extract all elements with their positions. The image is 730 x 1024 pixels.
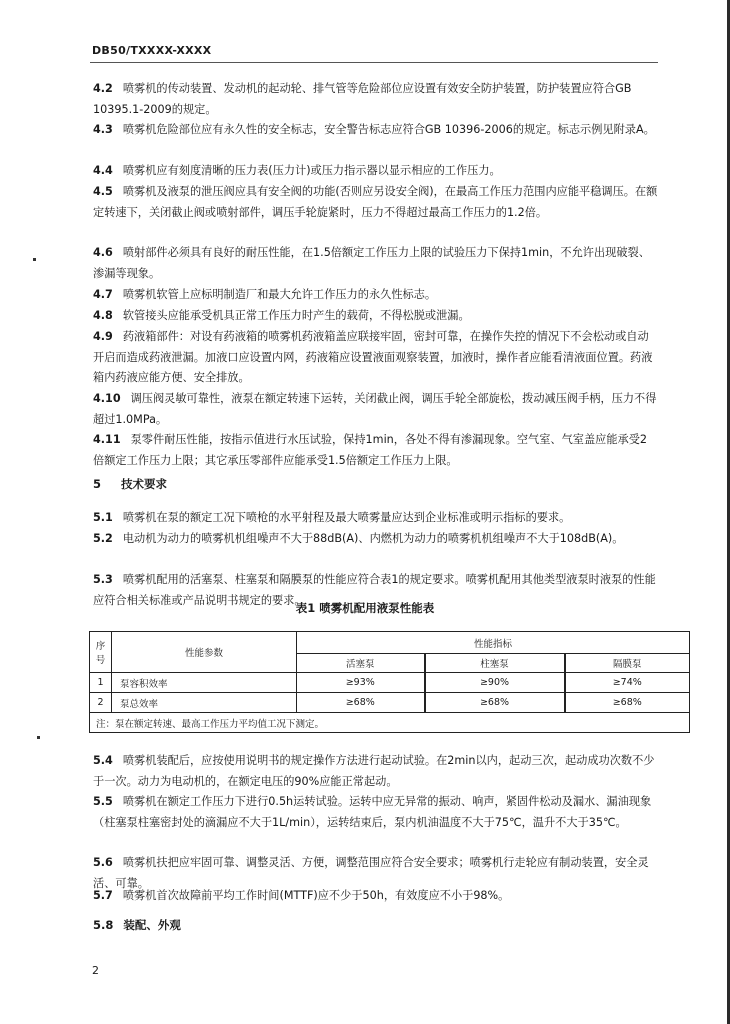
- table-header-group: 性能指标: [297, 632, 690, 654]
- table-header-no: 序号: [90, 632, 112, 673]
- clause-5-5: 5.5 喷雾机在额定工作压力下进行0.5h运转试验。运转中应无异常的振动、响声，紧固件松动及漏水、漏油现象（柱塞泵柱塞密封处的滴漏应不大于1L/min），运转结束后，泵内机油温度不大于75℃，温升不大于35℃。: [93, 795, 652, 829]
- clause-4-2: 4.2 喷雾机的传动装置、发动机的起动轮、排气管等危险部位应设置有效安全防护装置，防护装置应符合GB 10395.1-2009的规定。: [93, 82, 632, 116]
- document-code: DB50/TXXXX-XXXX: [92, 44, 212, 57]
- clause-5-3: 5.3 喷雾机配用的活塞泵、柱塞泵和隔膜泵的性能应符合表1的规定要求。喷雾机配用其他类型液泵时液泵的性能应符合相关标准或产品说明书规定的要求。: [93, 573, 656, 607]
- clause-5-1: 5.1 喷雾机在泵的额定工况下喷枪的水平射程及最大喷雾量应达到企业标准或明示指标的要求。: [93, 511, 571, 524]
- row-value: ≥74%: [565, 673, 690, 693]
- clause-4-6: 4.6 喷射部件必须具有良好的耐压性能，在1.5倍额定工作压力上限的试验压力下保持1min，不允许出现破裂、渗漏等现象。: [93, 246, 650, 280]
- clause-4-8: 4.8 软管接头应能承受机具正常工作压力时产生的载荷，不得松脱或泄漏。: [93, 309, 470, 322]
- clause-4-9: 4.9 药液箱部件：对设有药液箱的喷雾机药液箱盖应联接牢固，密封可靠，在操作失控的情况下不会松动或自动开启而造成药液泄漏。加液口应设置内网，药液箱应设置液面观察装置，加液时，操作者应能看清液面位置。药液箱内药液应能方便、安全排放。: [93, 330, 653, 384]
- row-value: ≥68%: [425, 693, 565, 713]
- table-note: 注：泵在额定转速、最高工作压力平均值工况下测定。: [90, 713, 690, 733]
- pump-performance-table: [89, 631, 690, 733]
- clause-4-3: 4.3 喷雾机危险部位应有永久性的安全标志，安全警告标志应符合GB 10396-2006的规定。标志示例见附录A。: [93, 123, 655, 136]
- row-value: ≥90%: [425, 673, 565, 693]
- header-rule: [90, 62, 658, 63]
- table-header-param: 性能参数: [112, 632, 297, 673]
- section-5-heading: 5 技术要求: [93, 477, 168, 491]
- row-no: 2: [90, 693, 112, 713]
- table-row: [90, 693, 690, 713]
- table-header-piston-pump: 活塞泵: [297, 654, 425, 673]
- clause-5-7: 5.7 喷雾机首次故障前平均工作时间(MTTF)应不少于50h，有效度应不小于98%。: [93, 889, 510, 902]
- clause-5-6: 5.6 喷雾机扶把应牢固可靠、调整灵活、方便，调整范围应符合安全要求；喷雾机行走轮应有制动装置，安全灵活、可靠。: [93, 856, 649, 890]
- row-value: ≥68%: [565, 693, 690, 713]
- clause-5-4: 5.4 喷雾机装配后，应按使用说明书的规定操作方法进行起动试验。在2min以内，起动三次，起动成功次数不少于一次。动力为电动机的，在额定电压的90%应能正常起动。: [93, 754, 655, 788]
- clause-5-2: 5.2 电动机为动力的喷雾机机组噪声不大于88dB(A)、内燃机为动力的喷雾机机组噪声不大于108dB(A)。: [93, 532, 624, 545]
- scan-speck: [33, 258, 36, 261]
- table-row: [90, 673, 690, 693]
- row-param: 泵总效率: [112, 693, 297, 713]
- clause-4-10: 4.10 调压阀灵敏可靠性，液泵在额定转速下运转，关闭截止阀，调压手轮全部旋松，拨动减压阀手柄，压力不得超过1.0MPa。: [93, 392, 657, 426]
- clause-5-8-heading: 5.8 装配、外观: [93, 918, 181, 932]
- clause-4-7: 4.7 喷雾机软管上应标明制造厂和最大允许工作压力的永久性标志。: [93, 288, 437, 301]
- row-value: ≥68%: [297, 693, 425, 713]
- row-value: ≥93%: [297, 673, 425, 693]
- clause-4-11: 4.11 泵零件耐压性能，按指示值进行水压试验，保持1min，各处不得有渗漏现象。空气室、气室盖应能承受2倍额定工作压力上限；其它承压零部件应能承受1.5倍额定工作压力上限。: [93, 433, 648, 467]
- clause-4-5: 4.5 喷雾机及液泵的泄压阀应具有安全阀的功能(否则应另设安全阀)，在最高工作压力范围内应能平稳调压。在额定转速下，关闭截止阀或喷射部件，调压手轮旋紧时，压力不得超过最高工作压力的1.2倍。: [93, 185, 658, 219]
- table-header-diaphragm-pump: 隔膜泵: [565, 654, 690, 673]
- clause-4-4: 4.4 喷雾机应有刻度清晰的压力表(压力计)或压力指示器以显示相应的工作压力。: [93, 164, 501, 177]
- row-param: 泵容积效率: [112, 673, 297, 693]
- table-header-plunger-pump: 柱塞泵: [425, 654, 565, 673]
- scan-speck: [37, 736, 40, 739]
- page-number: 2: [92, 964, 99, 977]
- table-caption: 表1 喷雾机配用液泵性能表: [295, 601, 435, 615]
- row-no: 1: [90, 673, 112, 693]
